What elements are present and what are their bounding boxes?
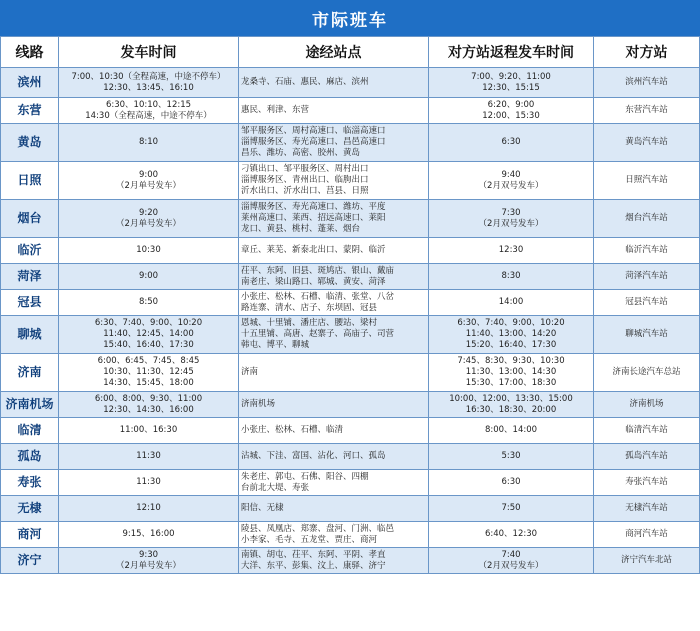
table-header-row	[1, 37, 700, 68]
stops-cell: 刁镇出口、邹平服务区、周村出口 淄博服务区、青州出口、临朐出口 沂水出口、沂水出口、莒县、日照	[239, 162, 429, 200]
departure-time-cell: 9:30 （2月单号发车）	[59, 548, 239, 574]
station-cell: 冠县汽车站	[594, 290, 700, 316]
return-time-cell: 7:00、9:20、11:00 12:30、15:15	[429, 68, 594, 98]
departure-time-cell: 11:00、16:30	[59, 418, 239, 444]
stops-cell: 龙桑寺、石庙、惠民、麻店、滨州	[239, 68, 429, 98]
return-time-cell: 5:30	[429, 444, 594, 470]
stops-cell: 茌平、东阿、旧县、斑鸠店、银山、戴庙 南老庄、梁山路口、郓城、黄安、菏泽	[239, 264, 429, 290]
route-cell: 临沂	[1, 238, 59, 264]
station-cell: 聊城汽车站	[594, 316, 700, 354]
station-cell: 济宁汽车北站	[594, 548, 700, 574]
table-row	[1, 392, 700, 418]
stops-cell: 章丘、莱芜、新泰北出口、蒙阴、临沂	[239, 238, 429, 264]
stops-cell: 济南	[239, 354, 429, 392]
departure-time-cell: 8:10	[59, 124, 239, 162]
table-row	[1, 470, 700, 496]
stops-cell: 南镇、胡屯、茌平、东阿、平阴、孝直 大洋、东平、彭集、汶上、康驿、济宁	[239, 548, 429, 574]
table-row	[1, 418, 700, 444]
table-row	[1, 162, 700, 200]
table-row	[1, 548, 700, 574]
stops-cell: 阳信、无棣	[239, 496, 429, 522]
table-row	[1, 238, 700, 264]
station-cell: 无棣汽车站	[594, 496, 700, 522]
departure-time-cell: 10:30	[59, 238, 239, 264]
return-time-cell: 7:45、8:30、9:30、10:30 11:30、13:00、14:30 15:30、17:00、18:30	[429, 354, 594, 392]
station-cell: 临清汽车站	[594, 418, 700, 444]
station-cell: 寿张汽车站	[594, 470, 700, 496]
stops-cell: 小张庄、松林、石槽、临清	[239, 418, 429, 444]
station-cell: 滨州汽车站	[594, 68, 700, 98]
departure-time-cell: 6:30、7:40、9:00、10:20 11:40、12:45、14:00 15:40、16:40、17:30	[59, 316, 239, 354]
departure-time-cell: 6:30、10:10、12:15 14:30（全程高速，中途不停车）	[59, 98, 239, 124]
departure-time-cell: 9:20 （2月单号发车）	[59, 200, 239, 238]
table-row	[1, 522, 700, 548]
route-cell: 日照	[1, 162, 59, 200]
return-time-cell: 7:40 （2月双号发车）	[429, 548, 594, 574]
return-time-cell: 6:20、9:00 12:00、15:30	[429, 98, 594, 124]
stops-cell: 济南机场	[239, 392, 429, 418]
return-time-cell: 12:30	[429, 238, 594, 264]
station-cell: 菏泽汽车站	[594, 264, 700, 290]
departure-time-cell: 12:10	[59, 496, 239, 522]
stops-cell: 小张庄、松林、石槽、临清、张堂、八岔 路连寨、清水、店子、东坝固、冠县	[239, 290, 429, 316]
return-time-cell: 10:00、12:00、13:30、15:00 16:30、18:30、20:00	[429, 392, 594, 418]
table-row	[1, 496, 700, 522]
departure-time-cell: 9:00 （2月单号发车）	[59, 162, 239, 200]
return-time-cell: 8:00、14:00	[429, 418, 594, 444]
stops-cell: 惠民、利津、东营	[239, 98, 429, 124]
header-route: 线路	[1, 37, 59, 68]
departure-time-cell: 9:15、16:00	[59, 522, 239, 548]
return-time-cell: 9:40 （2月双号发车）	[429, 162, 594, 200]
header-stops: 途经站点	[239, 37, 429, 68]
route-cell: 滨州	[1, 68, 59, 98]
header-destination-station: 对方站	[594, 37, 700, 68]
station-cell: 烟台汽车站	[594, 200, 700, 238]
bus-schedule-table	[0, 36, 700, 574]
departure-time-cell: 7:00、10:30（全程高速，中途不停车） 12:30、13:45、16:10	[59, 68, 239, 98]
stops-cell: 沾城、下洼、富国、沾化、河口、孤岛	[239, 444, 429, 470]
route-cell: 烟台	[1, 200, 59, 238]
route-cell: 济宁	[1, 548, 59, 574]
stops-cell: 淄博服务区、寿光高速口、潍坊、平度 莱州高速口、莱西、招远高速口、莱阳 龙口、黄县、桃村、蓬莱、烟台	[239, 200, 429, 238]
station-cell: 黄岛汽车站	[594, 124, 700, 162]
route-cell: 东营	[1, 98, 59, 124]
table-row	[1, 354, 700, 392]
return-time-cell: 6:30	[429, 124, 594, 162]
return-time-cell: 6:30、7:40、9:00、10:20 11:40、13:00、14:20 15:20、16:40、17:30	[429, 316, 594, 354]
stops-cell: 邹平服务区、周村高速口、临淄高速口 淄博服务区、寿光高速口、昌邑高速口 昌乐、潍坊、高密、胶州、黄岛	[239, 124, 429, 162]
route-cell: 聊城	[1, 316, 59, 354]
stops-cell: 朱老庄、郭屯、石佛、阳谷、四棚 台前北大堤、寿张	[239, 470, 429, 496]
table-row	[1, 444, 700, 470]
route-cell: 菏泽	[1, 264, 59, 290]
header-return-time: 对方站返程发车时间	[429, 37, 594, 68]
table-row	[1, 124, 700, 162]
header-departure-time: 发车时间	[59, 37, 239, 68]
station-cell: 商河汽车站	[594, 522, 700, 548]
return-time-cell: 7:50	[429, 496, 594, 522]
departure-time-cell: 8:50	[59, 290, 239, 316]
route-cell: 寿张	[1, 470, 59, 496]
stops-cell: 陵县、凤凰店、郑寨、盘河、门洲、临邑 小李家、毛寺、五龙堂、贾庄、商河	[239, 522, 429, 548]
departure-time-cell: 9:00	[59, 264, 239, 290]
table-row	[1, 200, 700, 238]
departure-time-cell: 11:30	[59, 470, 239, 496]
return-time-cell: 8:30	[429, 264, 594, 290]
table-row	[1, 316, 700, 354]
route-cell: 济南机场	[1, 392, 59, 418]
departure-time-cell: 11:30	[59, 444, 239, 470]
table-row	[1, 68, 700, 98]
return-time-cell: 7:30 （2月双号发车）	[429, 200, 594, 238]
table-row	[1, 264, 700, 290]
table-row	[1, 290, 700, 316]
table-row	[1, 98, 700, 124]
departure-time-cell: 6:00、8:00、9:30、11:00 12:30、14:30、16:00	[59, 392, 239, 418]
station-cell: 济南机场	[594, 392, 700, 418]
return-time-cell: 6:30	[429, 470, 594, 496]
route-cell: 无棣	[1, 496, 59, 522]
return-time-cell: 6:40、12:30	[429, 522, 594, 548]
route-cell: 商河	[1, 522, 59, 548]
route-cell: 济南	[1, 354, 59, 392]
route-cell: 孤岛	[1, 444, 59, 470]
station-cell: 济南长途汽车总站	[594, 354, 700, 392]
route-cell: 临清	[1, 418, 59, 444]
route-cell: 冠县	[1, 290, 59, 316]
table-body	[1, 68, 700, 574]
station-cell: 孤岛汽车站	[594, 444, 700, 470]
station-cell: 日照汽车站	[594, 162, 700, 200]
station-cell: 东营汽车站	[594, 98, 700, 124]
station-cell: 临沂汽车站	[594, 238, 700, 264]
page-title: 市际班车	[0, 0, 700, 36]
route-cell: 黄岛	[1, 124, 59, 162]
stops-cell: 恩城、十里铺、潘庄店、腰站、梁村 十五里铺、高唐、赵寨子、高庙子、司营 韩屯、博平、聊城	[239, 316, 429, 354]
return-time-cell: 14:00	[429, 290, 594, 316]
departure-time-cell: 6:00、6:45、7:45、8:45 10:30、11:30、12:45 14:30、15:45、18:00	[59, 354, 239, 392]
